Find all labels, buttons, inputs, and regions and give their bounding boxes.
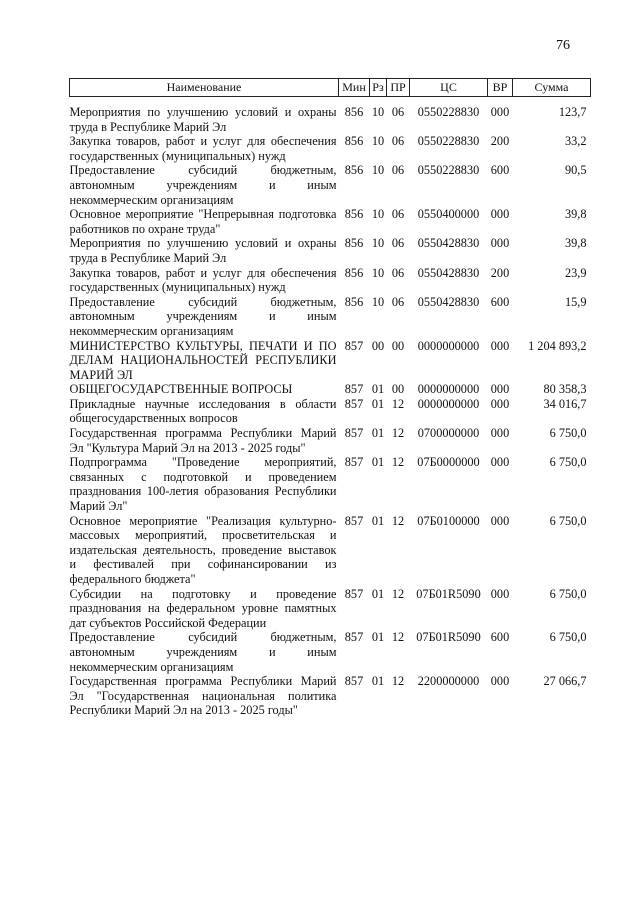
table-row bbox=[70, 266, 591, 295]
cell-sum: 6 750,0 bbox=[549, 513, 587, 528]
cell-min: 856 bbox=[344, 105, 364, 119]
cell-vr: 200 bbox=[490, 134, 510, 149]
cell-min: 856 bbox=[344, 163, 364, 178]
table-row bbox=[70, 134, 591, 163]
cell-vr: 000 bbox=[490, 513, 510, 528]
cell-pr: 06 bbox=[391, 265, 405, 280]
cell-rz: 10 bbox=[371, 236, 385, 251]
header-vr: ВР bbox=[488, 79, 513, 97]
cell-rz: 00 bbox=[371, 338, 385, 353]
table-row bbox=[70, 382, 591, 397]
cell-cs: 07Б01R5090 bbox=[416, 586, 481, 601]
cell-pr: 12 bbox=[391, 630, 405, 645]
cell-min: 857 bbox=[344, 396, 364, 411]
cell-cs: 0550228830 bbox=[417, 163, 480, 178]
page-number: 76 bbox=[556, 38, 570, 53]
cell-vr: 000 bbox=[490, 382, 510, 397]
cell-min: 857 bbox=[344, 586, 364, 601]
cell-sum: 80 358,3 bbox=[543, 382, 587, 397]
table-row bbox=[70, 163, 591, 207]
cell-min: 857 bbox=[344, 674, 364, 689]
cell-vr: 600 bbox=[490, 294, 510, 309]
cell-vr: 000 bbox=[490, 396, 510, 411]
cell-vr: 600 bbox=[490, 163, 510, 178]
cell-cs: 2200000000 bbox=[417, 674, 480, 689]
cell-pr: 06 bbox=[391, 236, 405, 251]
cell-pr: 06 bbox=[391, 294, 405, 309]
cell-name: МИНИСТЕРСТВО КУЛЬТУРЫ, ПЕЧАТИ И ПО ДЕЛАМ НАЦИОНАЛЬНОСТЕЙ РЕСПУБЛИКИ МАРИЙ ЭЛ bbox=[69, 338, 337, 382]
cell-vr: 000 bbox=[490, 426, 510, 441]
cell-min: 856 bbox=[344, 207, 364, 222]
cell-sum: 34 016,7 bbox=[543, 396, 587, 411]
table-row bbox=[70, 630, 591, 674]
cell-vr: 000 bbox=[490, 674, 510, 689]
cell-rz: 10 bbox=[371, 294, 385, 309]
cell-name: Субсидии на подготовку и проведение празднования на федеральном уровне памятных дат субъектов Российской Федерации bbox=[69, 586, 337, 630]
budget-table bbox=[69, 78, 591, 718]
cell-pr: 12 bbox=[391, 426, 405, 441]
cell-rz: 01 bbox=[371, 674, 385, 689]
cell-sum: 27 066,7 bbox=[543, 674, 587, 689]
cell-pr: 06 bbox=[391, 207, 405, 222]
cell-rz: 01 bbox=[371, 382, 385, 397]
cell-name: Мероприятия по улучшению условий и охраны труда в Республике Марий Эл bbox=[69, 105, 337, 134]
table-row bbox=[70, 295, 591, 339]
cell-sum: 6 750,0 bbox=[549, 630, 587, 645]
cell-min: 856 bbox=[344, 265, 364, 280]
cell-sum: 39,8 bbox=[564, 207, 587, 222]
cell-cs: 07Б01R5090 bbox=[416, 630, 481, 645]
cell-pr: 12 bbox=[391, 455, 405, 470]
cell-pr: 12 bbox=[391, 396, 405, 411]
cell-rz: 01 bbox=[371, 396, 385, 411]
table-row bbox=[70, 236, 591, 265]
cell-min: 857 bbox=[344, 426, 364, 441]
cell-sum: 15,9 bbox=[564, 294, 587, 309]
cell-cs: 0000000000 bbox=[417, 396, 480, 411]
cell-rz: 10 bbox=[371, 163, 385, 178]
cell-name: Основное мероприятие "Непрерывная подготовка работников по охране труда" bbox=[69, 207, 337, 236]
cell-pr: 00 bbox=[391, 338, 405, 353]
cell-name: Предоставление субсидий бюджетным, автономным учреждениям и иным некоммерческим организациям bbox=[69, 163, 337, 207]
cell-name: Предоставление субсидий бюджетным, автономным учреждениям и иным некоммерческим организациям bbox=[69, 294, 337, 338]
cell-cs: 07Б0100000 bbox=[417, 513, 480, 528]
cell-sum: 6 750,0 bbox=[549, 426, 587, 441]
cell-min: 857 bbox=[344, 513, 364, 528]
header-pr: ПР bbox=[387, 79, 410, 97]
cell-name: Закупка товаров, работ и услуг для обеспечения государственных (муниципальных) нужд bbox=[69, 265, 337, 295]
cell-sum: 1 204 893,2 bbox=[528, 338, 587, 353]
cell-sum: 90,5 bbox=[564, 163, 587, 178]
cell-pr: 06 bbox=[391, 134, 405, 149]
table-row bbox=[70, 587, 591, 631]
cell-min: 856 bbox=[344, 236, 364, 251]
cell-name: Мероприятия по улучшению условий и охраны труда в Республике Марий Эл bbox=[69, 236, 337, 265]
table-row bbox=[70, 674, 591, 718]
cell-cs: 0700000000 bbox=[417, 426, 480, 441]
cell-pr: 12 bbox=[391, 586, 405, 601]
cell-rz: 01 bbox=[371, 513, 385, 528]
header-cs: ЦС bbox=[410, 79, 488, 97]
cell-vr: 200 bbox=[490, 265, 510, 280]
cell-name: ОБЩЕГОСУДАРСТВЕННЫЕ ВОПРОСЫ bbox=[69, 382, 293, 397]
cell-name: Государственная программа Республики Марий Эл "Культура Марий Эл на 2013 - 2025 годы" bbox=[69, 426, 337, 455]
table-row bbox=[70, 207, 591, 236]
header-sum: Сумма bbox=[513, 79, 591, 97]
cell-rz: 10 bbox=[371, 134, 385, 149]
cell-cs: 0000000000 bbox=[417, 338, 480, 353]
cell-vr: 000 bbox=[490, 338, 510, 353]
cell-pr: 06 bbox=[391, 163, 405, 178]
table-row bbox=[70, 97, 591, 135]
cell-name: Подпрограмма "Проведение мероприятий, связанных с подготовкой и проведением празднования 100-летия образования Республики Марий Эл" bbox=[69, 455, 337, 514]
cell-name: Прикладные научные исследования в области общегосударственных вопросов bbox=[69, 396, 337, 426]
cell-vr: 000 bbox=[490, 105, 510, 119]
cell-name: Закупка товаров, работ и услуг для обеспечения государственных (муниципальных) нужд bbox=[69, 134, 337, 163]
cell-vr: 000 bbox=[490, 236, 510, 251]
cell-name: Государственная программа Республики Марий Эл "Государственная национальная политика Республики Марий Эл на 2013 - 2025 годы" bbox=[69, 674, 337, 718]
cell-rz: 01 bbox=[371, 630, 385, 645]
cell-rz: 10 bbox=[371, 207, 385, 222]
cell-cs: 0550228830 bbox=[417, 105, 480, 119]
cell-name: Основное мероприятие "Реализация культурно-массовых мероприятий, просветительская и издательская деятельность, проведение выставок и фестивалей при софинансировании из федерального бюджета" bbox=[69, 513, 337, 586]
cell-pr: 12 bbox=[391, 674, 405, 689]
cell-pr: 00 bbox=[391, 382, 405, 397]
cell-min: 857 bbox=[344, 338, 364, 353]
table-body bbox=[70, 97, 591, 718]
cell-vr: 600 bbox=[490, 630, 510, 645]
table-row bbox=[70, 426, 591, 455]
cell-min: 856 bbox=[344, 134, 364, 149]
cell-cs: 0550428830 bbox=[417, 236, 480, 251]
cell-rz: 01 bbox=[371, 426, 385, 441]
cell-cs: 0550428830 bbox=[417, 265, 480, 280]
cell-min: 857 bbox=[344, 630, 364, 645]
header-min: Мин bbox=[339, 79, 370, 97]
cell-cs: 0550400000 bbox=[417, 207, 480, 222]
cell-cs: 0550428830 bbox=[417, 294, 480, 309]
cell-rz: 01 bbox=[371, 455, 385, 470]
table-row bbox=[70, 339, 591, 383]
header-rz: Рз bbox=[370, 79, 387, 97]
table-row bbox=[70, 514, 591, 587]
cell-vr: 000 bbox=[490, 586, 510, 601]
table-row bbox=[70, 455, 591, 513]
cell-sum: 123,7 bbox=[558, 105, 587, 119]
table-row bbox=[70, 397, 591, 426]
cell-name: Предоставление субсидий бюджетным, автономным учреждениям и иным некоммерческим организациям bbox=[69, 630, 337, 674]
cell-min: 857 bbox=[344, 382, 364, 397]
cell-cs: 0550228830 bbox=[417, 134, 480, 149]
cell-sum: 6 750,0 bbox=[549, 586, 587, 601]
cell-sum: 6 750,0 bbox=[549, 455, 587, 470]
cell-pr: 06 bbox=[391, 105, 405, 119]
cell-sum: 33,2 bbox=[564, 134, 587, 149]
cell-sum: 39,8 bbox=[564, 236, 587, 251]
table-header bbox=[70, 79, 591, 97]
cell-min: 857 bbox=[344, 455, 364, 470]
cell-vr: 000 bbox=[490, 207, 510, 222]
cell-cs: 0000000000 bbox=[417, 382, 480, 397]
cell-rz: 01 bbox=[371, 586, 385, 601]
header-name: Наименование bbox=[70, 79, 339, 97]
cell-sum: 23,9 bbox=[564, 265, 587, 280]
cell-rz: 10 bbox=[371, 265, 385, 280]
cell-vr: 000 bbox=[490, 455, 510, 470]
cell-pr: 12 bbox=[391, 513, 405, 528]
cell-cs: 07Б0000000 bbox=[417, 455, 480, 470]
cell-min: 856 bbox=[344, 294, 364, 309]
cell-rz: 10 bbox=[371, 105, 385, 119]
